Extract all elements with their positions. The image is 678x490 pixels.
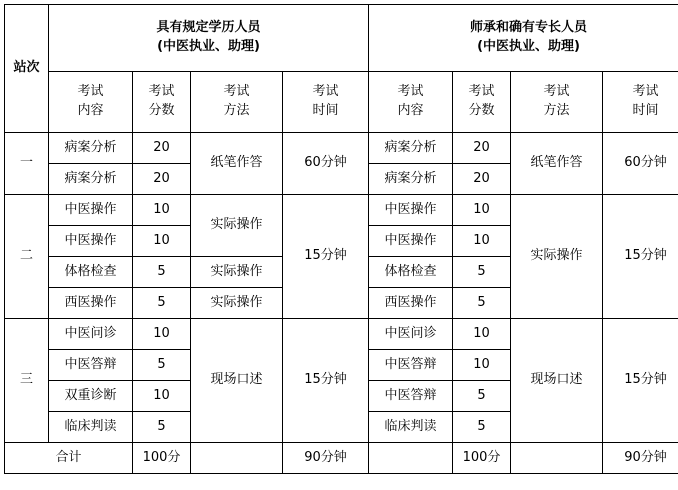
cell-method: 实际操作 [191, 288, 283, 319]
header-right-score [453, 72, 511, 133]
header-left-score-line1: 考试 [134, 83, 189, 102]
cell-method: 实际操作 [191, 257, 283, 288]
table-row [5, 195, 678, 226]
cell-score: 20 [453, 133, 511, 164]
header-right-content-line2: 内容 [370, 102, 451, 121]
total-label: 合计 [5, 443, 133, 474]
header-left-score-line2: 分数 [134, 102, 189, 121]
cell-score: 10 [133, 319, 191, 350]
header-right-content [369, 72, 453, 133]
cell-content: 西医操作 [49, 288, 133, 319]
cell-content: 西医操作 [369, 288, 453, 319]
header-right-method-line2: 方法 [512, 102, 601, 121]
station-label: 一 [5, 133, 49, 195]
header-left-score [133, 72, 191, 133]
cell-content: 病案分析 [49, 133, 133, 164]
cell-content: 病案分析 [369, 133, 453, 164]
station-label: 三 [5, 319, 49, 443]
header-left-method-line2: 方法 [192, 102, 281, 121]
header-left-method [191, 72, 283, 133]
cell-content: 中医问诊 [369, 319, 453, 350]
header-group-left [49, 5, 369, 72]
cell-content: 病案分析 [49, 164, 133, 195]
cell-score: 10 [453, 195, 511, 226]
cell-score: 5 [133, 350, 191, 381]
cell-content: 双重诊断 [49, 381, 133, 412]
total-left-score: 100分 [133, 443, 191, 474]
header-left-method-line1: 考试 [192, 83, 281, 102]
header-left-content [49, 72, 133, 133]
cell-method: 纸笔作答 [511, 133, 603, 195]
header-left-time [283, 72, 369, 133]
cell-score: 5 [453, 257, 511, 288]
cell-score: 20 [453, 164, 511, 195]
header-group-right [369, 5, 678, 72]
cell-score: 5 [133, 288, 191, 319]
cell-score: 10 [453, 319, 511, 350]
header-left-content-line2: 内容 [50, 102, 131, 121]
cell-content: 中医操作 [49, 195, 133, 226]
cell-score: 5 [453, 288, 511, 319]
table-row [5, 319, 678, 350]
header-group-right-line2: (中医执业、助理) [370, 38, 678, 57]
cell-score: 10 [133, 381, 191, 412]
cell-time: 15分钟 [603, 319, 678, 443]
cell-method: 纸笔作答 [191, 133, 283, 195]
cell-time: 60分钟 [603, 133, 678, 195]
cell-score: 10 [133, 226, 191, 257]
table-header-groups [5, 5, 678, 72]
cell-score: 5 [453, 412, 511, 443]
cell-content: 中医答辩 [369, 350, 453, 381]
cell-content: 病案分析 [369, 164, 453, 195]
header-right-method [511, 72, 603, 133]
exam-schedule-table [4, 4, 678, 474]
header-group-left-line1: 具有规定学历人员 [50, 19, 367, 38]
header-group-left-line2: (中医执业、助理) [50, 38, 367, 57]
cell-content: 临床判读 [49, 412, 133, 443]
header-left-time-line1: 考试 [284, 83, 367, 102]
cell-content: 中医操作 [369, 226, 453, 257]
header-left-content-line1: 考试 [50, 83, 131, 102]
total-right-time: 90分钟 [603, 443, 678, 474]
cell-score: 5 [133, 257, 191, 288]
header-station: 站次 [5, 5, 49, 133]
header-right-content-line1: 考试 [370, 83, 451, 102]
header-right-score-line1: 考试 [454, 83, 509, 102]
header-right-score-line2: 分数 [454, 102, 509, 121]
station-label: 二 [5, 195, 49, 319]
header-left-time-line2: 时间 [284, 102, 367, 121]
total-right-score: 100分 [453, 443, 511, 474]
cell-method: 实际操作 [511, 195, 603, 319]
cell-score: 20 [133, 133, 191, 164]
cell-content: 中医操作 [369, 195, 453, 226]
cell-time: 60分钟 [283, 133, 369, 195]
cell-time: 15分钟 [603, 195, 678, 319]
cell-score: 10 [133, 195, 191, 226]
cell-score: 5 [133, 412, 191, 443]
header-right-method-line1: 考试 [512, 83, 601, 102]
cell-time: 15分钟 [283, 319, 369, 443]
cell-content: 体格检查 [49, 257, 133, 288]
header-right-time [603, 72, 678, 133]
total-left-method [191, 443, 283, 474]
cell-method: 现场口述 [191, 319, 283, 443]
cell-method: 现场口述 [511, 319, 603, 443]
cell-content: 中医答辩 [369, 381, 453, 412]
cell-content: 中医问诊 [49, 319, 133, 350]
cell-content: 中医操作 [49, 226, 133, 257]
total-left-time: 90分钟 [283, 443, 369, 474]
cell-score: 20 [133, 164, 191, 195]
cell-time: 15分钟 [283, 195, 369, 319]
header-right-time-line1: 考试 [604, 83, 678, 102]
total-right-content [369, 443, 453, 474]
cell-method: 实际操作 [191, 195, 283, 257]
total-right-method [511, 443, 603, 474]
header-group-right-line1: 师承和确有专长人员 [370, 19, 678, 38]
cell-score: 10 [453, 350, 511, 381]
table-header-subcolumns [5, 72, 678, 133]
table-row [5, 133, 678, 164]
table-row-total [5, 443, 678, 474]
cell-score: 5 [453, 381, 511, 412]
cell-content: 临床判读 [369, 412, 453, 443]
header-right-time-line2: 时间 [604, 102, 678, 121]
cell-content: 体格检查 [369, 257, 453, 288]
cell-score: 10 [453, 226, 511, 257]
cell-content: 中医答辩 [49, 350, 133, 381]
